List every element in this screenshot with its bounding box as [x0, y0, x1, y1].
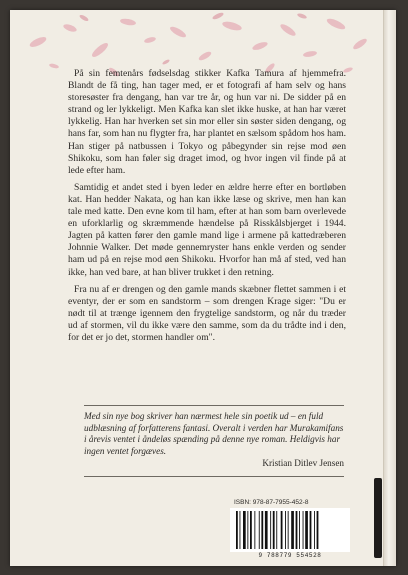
isbn-label: ISBN: 978-87-7955-452-8: [234, 499, 309, 506]
synopsis-text: [68, 68, 346, 349]
bookmark-ribbon: [374, 478, 382, 558]
synopsis-paragraph-3: Fra nu af er drengen og den gamle mands skæbner flettet sammen i et eventyr, der er som en sandstorm – som drengen Krage siger: "Du er nødt til at trænge igennem den frygtelige sandstorm, og når du træder ud af stormen, vil du ikke være den samme, som da du trådte ind i den, for det er jo det, stormen handler om".: [68, 283, 346, 343]
synopsis-paragraph-1: På sin femtenårs fødselsdag stikker Kafka Tamura af hjemmefra. Blandt de få ting, han tager med, er et fotografi af ham selv og hans storesøster fra dengang, han var tre år, og hun var ni. De sidder på en strand og ler lykkeligt. Men Kafka kan slet ikke huske, at han har været lykkelig. Han har hverken set sin mor eller sin søster siden dengang, og hans far, som han nu flygter fra, har plantet en sælsom spådom hos ham. Han stiger på natbussen i Tokyo og påbegynder sin rejse mod øen Shikoku, som han føler sig draget imod, og hvor ingen vil finde på at lede efter ham.: [68, 68, 346, 176]
barcode-area: [230, 499, 356, 561]
review-quote-box: [84, 405, 344, 477]
barcode-digits: 9 788779 554528: [258, 552, 322, 559]
book-back-cover: [10, 10, 396, 566]
review-quote: Med sin nye bog skriver han nærmest hele sin poetik ud – en fuld udblæsning af forfatterens fantasi. Overalt i verden har Murakamifans i årevis ventet i åndeløs spænding på denne nye roman. Heldigvis har ingen ventet forgæves.: [84, 411, 344, 456]
review-quote-author: Kristian Ditlev Jensen: [262, 458, 344, 469]
spine-edge: [383, 10, 396, 566]
barcode-icon: [230, 508, 350, 552]
synopsis-paragraph-2: Samtidig et andet sted i byen leder en ældre herre efter en bortløben kat. Han hedder Nakata, og han kan ikke læse og skrive, men han kan tale med katte. Den evne kom til ham, efter at han som barn overlevede en uforklarlig og skræmmende hændelse på Risskålsbjerget i 1944. Jagten på katten fører den gamle mand lige i armene på kattedræberen Johnnie Walker. Det møde gennemryster hans enkle verden og sender ham ud på en rejse mod øen Shikoku. Hvorfor han må af sted, ved han ikke, han ved bare, at han bliver trukket i den retning.: [68, 181, 346, 278]
